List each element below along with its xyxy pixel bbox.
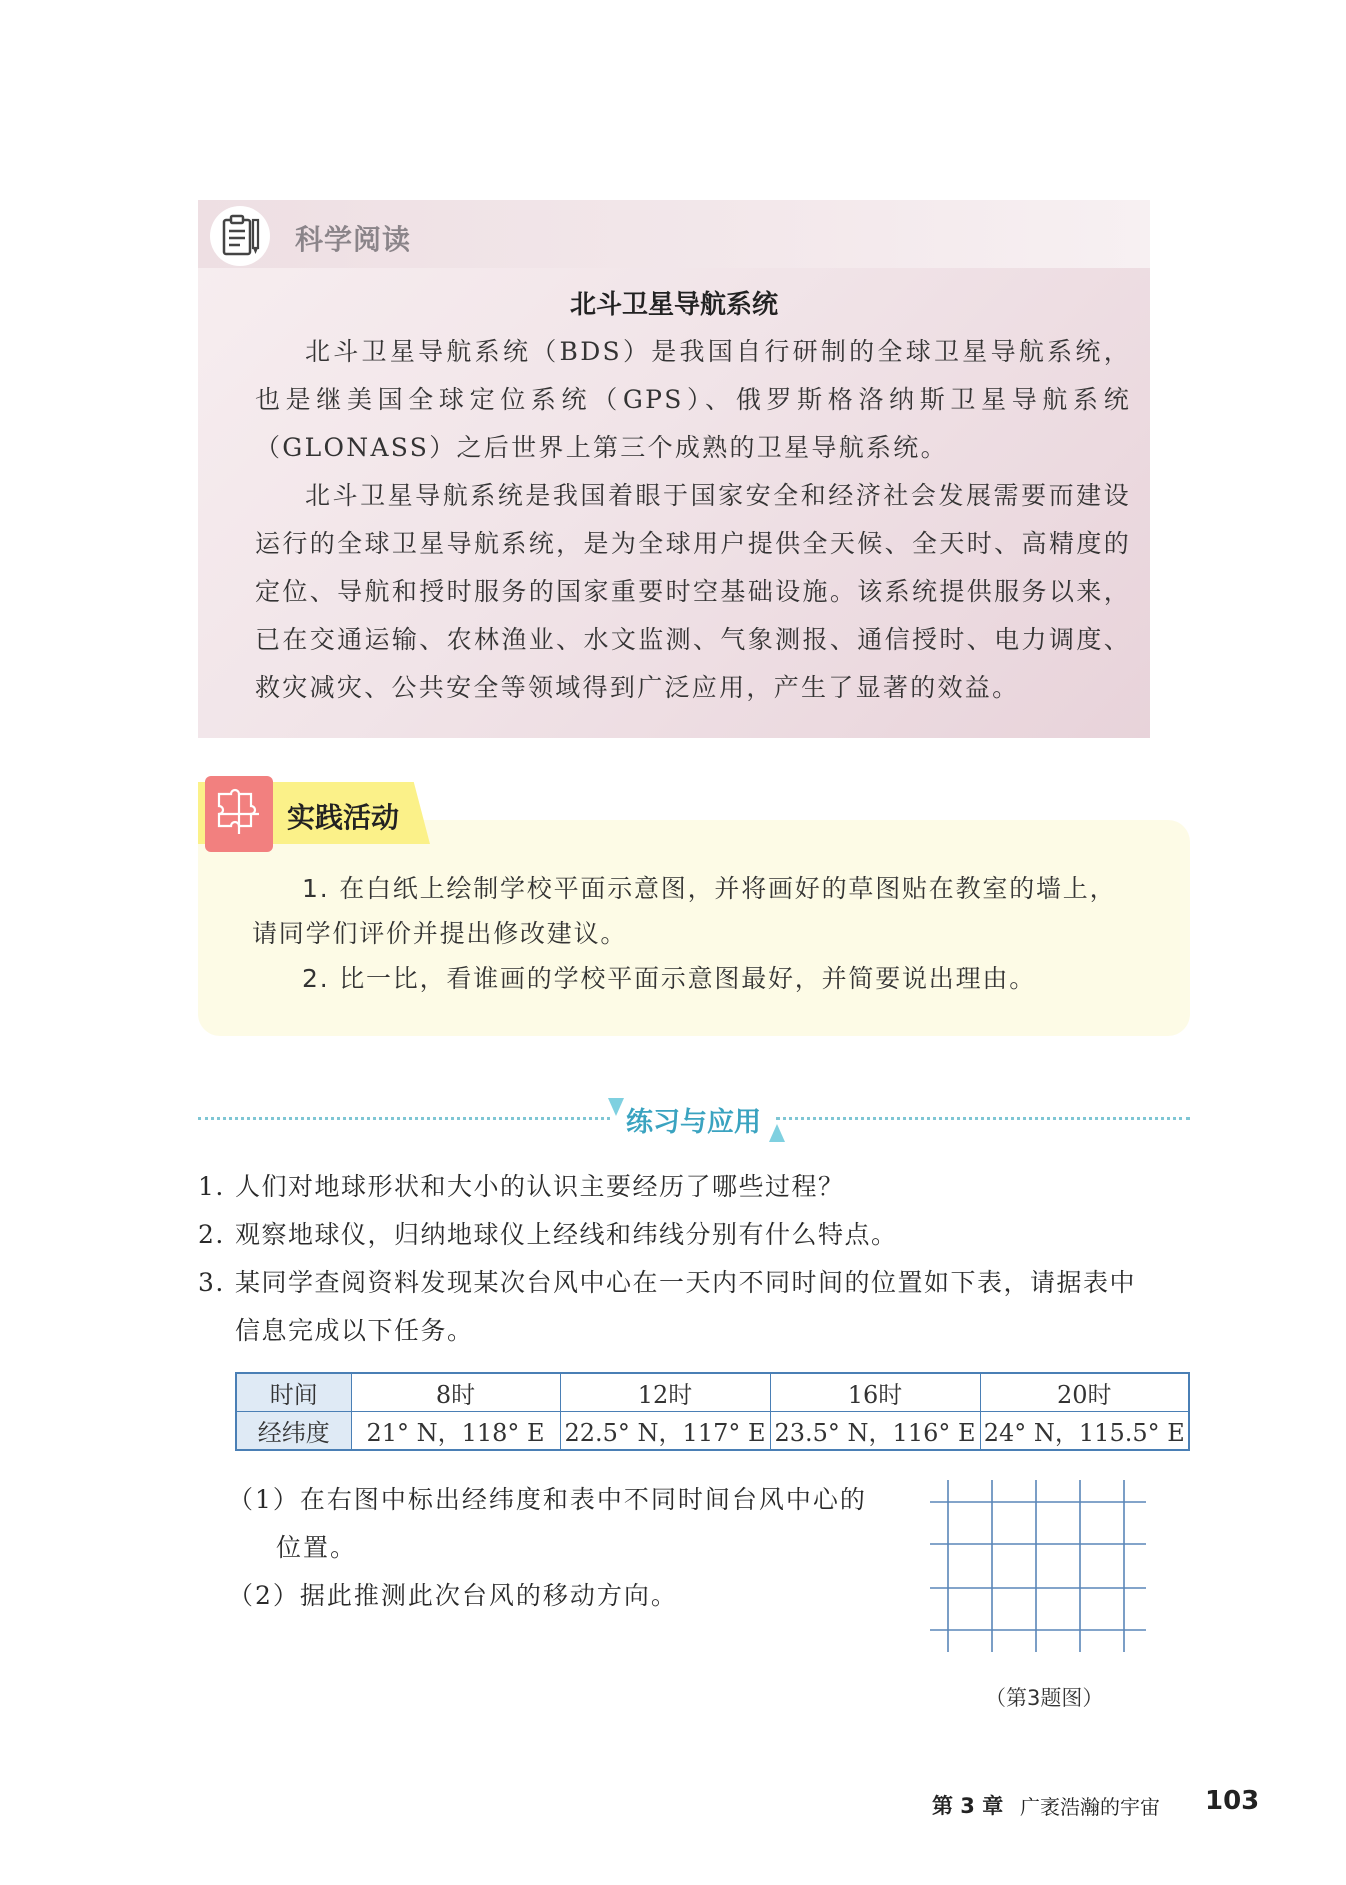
divider — [776, 1117, 1190, 1120]
question-text: 某同学查阅资料发现某次台风中心在一天内不同时间的位置如下表，请据表中 — [235, 1268, 1137, 1297]
figure-caption: （第3题图） — [985, 1686, 1104, 1710]
sub-question-text-continued: 位置。 — [276, 1533, 358, 1562]
clipboard-pencil-icon — [210, 206, 270, 266]
paragraph: 北斗卫星导航系统（BDS）是我国自行研制的全球卫星导航系统，也是继美国全球定位系统（GPS）、俄罗斯格洛纳斯卫星导航系统（GLONASS）之后世界上第三个成熟的卫星导航系统。 — [255, 337, 1131, 462]
table-header-cell: 经纬度 — [236, 1412, 351, 1451]
table-cell: 24° N，115.5° E — [980, 1412, 1189, 1451]
typhoon-position-table — [235, 1372, 1190, 1451]
question-text-continued: 信息完成以下任务。 — [235, 1316, 474, 1345]
table-cell: 12时 — [560, 1373, 770, 1412]
question — [198, 1211, 898, 1259]
sub-question-text: （1）在右图中标出经纬度和表中不同时间台风中心的 — [228, 1485, 867, 1514]
triangle-down-icon — [608, 1098, 624, 1116]
question-text: 人们对地球形状和大小的认识主要经历了哪些过程？ — [235, 1172, 845, 1201]
table-row — [236, 1412, 1189, 1451]
article-body — [255, 328, 1131, 712]
section-label: 科学阅读 — [295, 223, 412, 256]
lat-lon-grid-figure — [930, 1480, 1170, 1660]
sub-question — [228, 1572, 678, 1620]
table-cell: 22.5° N，117° E — [560, 1412, 770, 1451]
article-title: 北斗卫星导航系统 — [569, 290, 778, 320]
table-cell: 16时 — [770, 1373, 980, 1412]
paragraph: 北斗卫星导航系统是我国着眼于国家安全和经济社会发展需要而建设运行的全球卫星导航系统，是为全球用户提供全天候、全天时、高精度的定位、导航和授时服务的国家重要时空基础设施。该系统提供服务以来，已在交通运输、农林渔业、水文监测、气象测报、通信授时、电力调度、救灾减灾、公共安全等领域得到广泛应用，产生了显著的效益。 — [255, 481, 1131, 702]
science-reading-box — [198, 200, 1150, 738]
divider — [198, 1117, 610, 1120]
question-number: 2. — [198, 1220, 225, 1249]
table-cell: 20时 — [980, 1373, 1189, 1412]
chapter-number: 第 3 章 — [932, 1794, 1004, 1818]
question-number: 3. — [198, 1268, 225, 1297]
question — [198, 1259, 1136, 1355]
table-cell: 21° N，118° E — [351, 1412, 560, 1451]
question-number: 1. — [198, 1172, 225, 1201]
list-item: 2. 比一比，看谁画的学校平面示意图最好，并简要说出理由。 — [302, 964, 1037, 993]
list-item: 1. 在白纸上绘制学校平面示意图，并将画好的草图贴在教室的墙上，请同学们评价并提出修改建议。 — [252, 874, 1117, 948]
science-reading-header — [198, 200, 1150, 268]
triangle-up-icon — [769, 1124, 785, 1142]
sub-question-text: （2）据此推测此次台风的移动方向。 — [228, 1581, 678, 1610]
puzzle-icon — [205, 776, 273, 852]
table-cell: 23.5° N，116° E — [770, 1412, 980, 1451]
table-cell: 8时 — [351, 1373, 560, 1412]
practice-items — [252, 866, 1132, 1001]
sub-question — [228, 1476, 867, 1572]
page-number: 103 — [1205, 1786, 1260, 1816]
question-text: 观察地球仪，归纳地球仪上经线和纬线分别有什么特点。 — [235, 1220, 898, 1249]
question — [198, 1163, 845, 1211]
section-label: 练习与应用 — [626, 1107, 761, 1138]
chapter-title: 广袤浩瀚的宇宙 — [1020, 1795, 1160, 1819]
table-header-cell: 时间 — [236, 1373, 351, 1412]
section-label: 实践活动 — [287, 801, 400, 834]
table-row — [236, 1373, 1189, 1412]
